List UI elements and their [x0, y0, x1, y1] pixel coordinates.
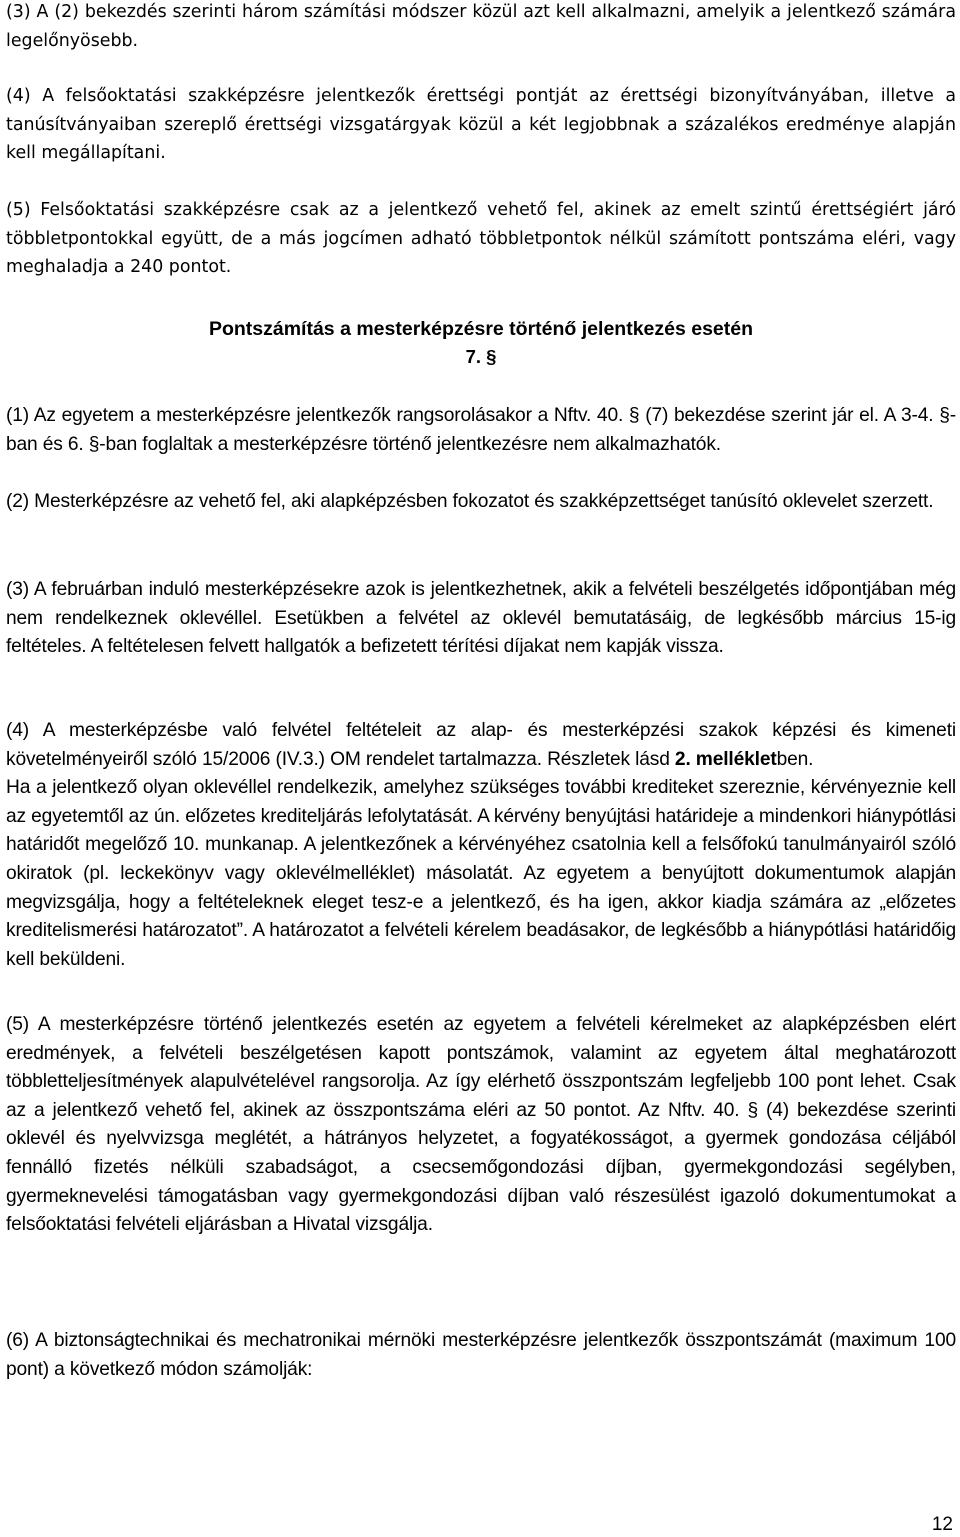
- section-paragraph-3: (3) A februárban induló mesterképzésekre azok is jelentkezhetnek, akik a felvételi beszélgetés időpontjában még nem rendelkeznek oklevéllel. Esetükben a felvétel az oklevél bemutatásáig, de legkésőbb március 15-ig feltételes. A feltételesen felvett hallgatók a befizetett térítési díjakat nem kapják vissza.: [6, 579, 956, 658]
- section-paragraph-4: [6, 717, 956, 974]
- paragraph-4-vocational-points: (4) A felsőoktatási szakképzésre jelentkezők érettségi pontját az érettségi bizonyítványában, illetve a tanúsítványaiban szereplő érettségi vizsgatárgyak közül a két legjobbnak a százalékos eredménye alapján kell megállapítani.: [6, 86, 956, 163]
- section-number: 7. §: [465, 346, 497, 367]
- paragraph-3-method: (3) A (2) bekezdés szerinti három számítási módszer közül azt kell alkalmazni, amelyik a jelentkező számára legelőnyösebb.: [6, 2, 956, 51]
- page-number: 12: [931, 1514, 953, 1535]
- section-title: Pontszámítás a mesterképzésre történő jelentkezés esetén: [208, 318, 754, 340]
- section-paragraph-5: (5) A mesterképzésre történő jelentkezés esetén az egyetem a felvételi kérelmeket az alapképzésben elért eredmények, a felvételi beszélgetésen kapott pontszámok, valamint az egyetem által meghatározott többletteljesítmények alapulvételével rangsorolja. Az így elérhető összpontszám legfeljebb 100 pont lehet. Csak az a jelentkező vehető fel, akinek az összpontszáma eléri az 50 pontot. Az Nftv. 40. § (4) bekezdése szerinti oklevél és nyelvvizsga meglétét, a hátrányos helyzetet, a fogyatékosságot, a gyermek gondozása céljából fennálló fizetés nélküli szabadságot, a csecsemőgondozási díjban, gyermekgondozási segélyben, gyermeknevelési támogatásban vagy gyermekgondozási díjban való részesülést igazoló dokumentumokat a felsőoktatási felvételi eljárásban a Hivatal vizsgálja.: [6, 1014, 956, 1236]
- paragraph-4-suffix: ben.: [776, 748, 814, 770]
- paragraph-4-text: (4) A mesterképzésbe való felvétel feltételeit az alap- és mesterképzési szakok képzési és kimeneti követelményeiről szóló 15/2006 (IV.3.) OM rendelet tartalmazza. Részletek lásd: [6, 720, 956, 770]
- section-paragraph-2: (2) Mesterképzésre az vehető fel, aki alapképzésben fokozatot és szakképzettséget tanúsító oklevelet szerzett.: [6, 491, 934, 512]
- section-paragraph-6: (6) A biztonságtechnikai és mechatronikai mérnöki mesterképzésre jelentkezők összpontszámát (maximum 100 pont) a következő módon számolják:: [6, 1330, 956, 1380]
- section-paragraph-1: (1) Az egyetem a mesterképzésre jelentkezők rangsorolásakor a Nftv. 40. § (7) bekezdése szerint jár el. A 3-4. §-ban és 6. §-ban foglaltak a mesterképzésre történő jelentkezésre nem alkalmazhatók.: [6, 405, 956, 455]
- paragraph-5-vocational-minimum: (5) Felsőoktatási szakképzésre csak az a jelentkező vehető fel, akinek az emelt szintű érettségiért járó többletpontokkal együtt, de a más jogcímen adható többletpontok nélkül számított pontszáma eléri, vagy meghaladja a 240 pontot.: [6, 200, 956, 277]
- paragraph-4-continuation: Ha a jelentkező olyan oklevéllel rendelkezik, amelyhez szükséges további krediteket szereznie, kérvényeznie kell az egyetemtől az ún. előzetes krediteljárás lefolytatását. A kérvény benyújtási határideje a mindenkori hiánypótlási határidőt megelőző 10. munkanap. A jelentkezőnek a kérvényéhez csatolnia kell a felsőfokú tanulmányairól szóló okiratok (pl. leckekönyv vagy oklevélmelléklet) másolatát. Az egyetem a benyújtott dokumentumok alapján megvizsgálja, hogy a feltételeknek eleget tesz-e a jelentkező, és ha igen, akkor kiadja számára az „előzetes kreditelismerési határozatot”. A határozatot a felvételi kérelem beadásakor, de legkésőbb a hiánypótlási határidőig kell beküldeni.: [6, 777, 956, 970]
- annex-reference: 2. melléklet: [674, 748, 777, 770]
